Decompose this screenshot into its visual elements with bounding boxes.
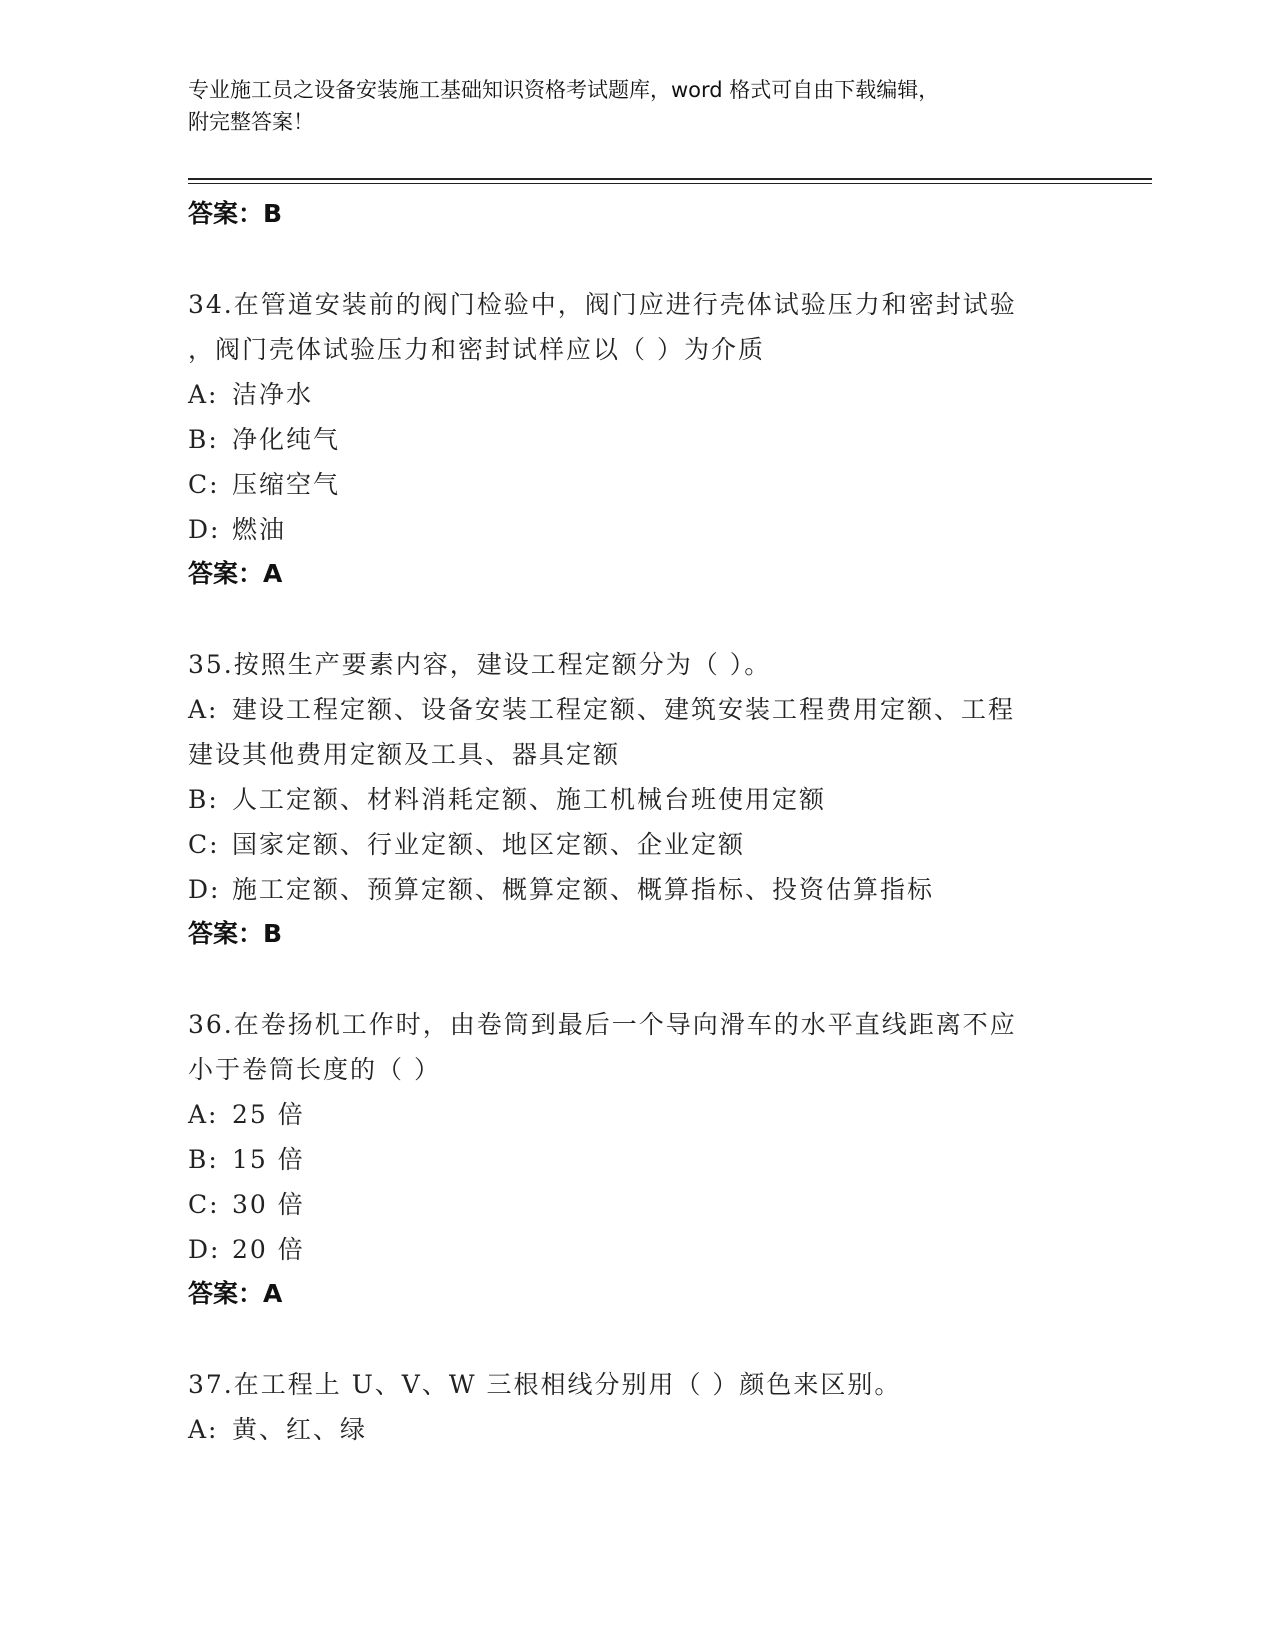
option-a bbox=[188, 1092, 1088, 1137]
question-text-line: 34.在管道安装前的阀门检验中，阀门应进行壳体试验压力和密封试验 bbox=[188, 290, 1017, 319]
option-b bbox=[188, 417, 1088, 462]
option-a bbox=[188, 1407, 1088, 1452]
question-text-line: 35.按照生产要素内容，建设工程定额分为（ ）。 bbox=[188, 650, 772, 679]
option-text: 20 倍 bbox=[232, 1235, 305, 1264]
option-text: 净化纯气 bbox=[232, 425, 341, 454]
option-d bbox=[188, 867, 1088, 912]
option-letter: A: bbox=[188, 1415, 219, 1444]
answer-line: 答案：A bbox=[188, 1279, 283, 1308]
option-letter: C: bbox=[188, 470, 220, 499]
question-text-line: 36.在卷扬机工作时，由卷筒到最后一个导向滑车的水平直线距离不应 bbox=[188, 1010, 1017, 1039]
option-a bbox=[188, 687, 1088, 732]
question-35 bbox=[188, 642, 1088, 956]
option-c bbox=[188, 822, 1088, 867]
question-text-line: 37.在工程上 U、V、W 三根相线分别用（ ）颜色来区别。 bbox=[188, 1370, 902, 1399]
option-text: 洁净水 bbox=[232, 380, 314, 409]
option-text: 黄、红、绿 bbox=[232, 1415, 368, 1444]
answer-line: 答案：A bbox=[188, 559, 283, 588]
option-text: 人工定额、材料消耗定额、施工机械台班使用定额 bbox=[232, 785, 827, 814]
option-a bbox=[188, 372, 1088, 417]
option-letter: C: bbox=[188, 830, 220, 859]
question-34 bbox=[188, 282, 1088, 596]
question-36 bbox=[188, 1002, 1088, 1316]
option-letter: B: bbox=[188, 1145, 219, 1174]
option-text: 15 倍 bbox=[232, 1145, 305, 1174]
option-text: 建设工程定额、设备安装工程定额、建筑安装工程费用定额、工程 bbox=[232, 695, 1016, 724]
option-c bbox=[188, 1182, 1088, 1227]
question-list bbox=[188, 192, 1088, 1452]
option-letter: A: bbox=[188, 380, 219, 409]
header-divider-thick bbox=[188, 178, 1152, 180]
option-letter: C: bbox=[188, 1190, 220, 1219]
option-letter: D: bbox=[188, 875, 221, 904]
question-text-line: 小于卷筒长度的（ ） bbox=[188, 1055, 441, 1084]
question-37 bbox=[188, 1362, 1088, 1452]
answer-line: 答案：B bbox=[188, 919, 283, 948]
option-letter: B: bbox=[188, 425, 219, 454]
option-letter: A: bbox=[188, 1100, 219, 1129]
option-letter: A: bbox=[188, 695, 219, 724]
option-b bbox=[188, 777, 1088, 822]
option-d bbox=[188, 1227, 1088, 1272]
option-letter: B: bbox=[188, 785, 219, 814]
option-text: 30 倍 bbox=[232, 1190, 305, 1219]
option-text: 施工定额、预算定额、概算定额、概算指标、投资估算指标 bbox=[232, 875, 935, 904]
answer-line: 答案：B bbox=[188, 199, 283, 228]
option-text: 燃油 bbox=[232, 515, 287, 544]
option-a-continuation: 建设其他费用定额及工具、器具定额 bbox=[188, 740, 621, 769]
option-letter: D: bbox=[188, 1235, 221, 1264]
header-line-2: 附完整答案！ bbox=[188, 110, 314, 134]
option-text: 国家定额、行业定额、地区定额、企业定额 bbox=[232, 830, 746, 859]
option-b bbox=[188, 1137, 1088, 1182]
option-c bbox=[188, 462, 1088, 507]
option-d bbox=[188, 507, 1088, 552]
option-text: 25 倍 bbox=[232, 1100, 305, 1129]
document-header bbox=[188, 74, 1088, 138]
option-letter: D: bbox=[188, 515, 221, 544]
option-text: 压缩空气 bbox=[232, 470, 341, 499]
header-line-1: 专业施工员之设备安装施工基础知识资格考试题库，word 格式可自由下载编辑， bbox=[188, 78, 940, 102]
header-divider-thin bbox=[188, 183, 1152, 184]
question-text-line: ，阀门壳体试验压力和密封试样应以（ ）为介质 bbox=[188, 335, 765, 364]
